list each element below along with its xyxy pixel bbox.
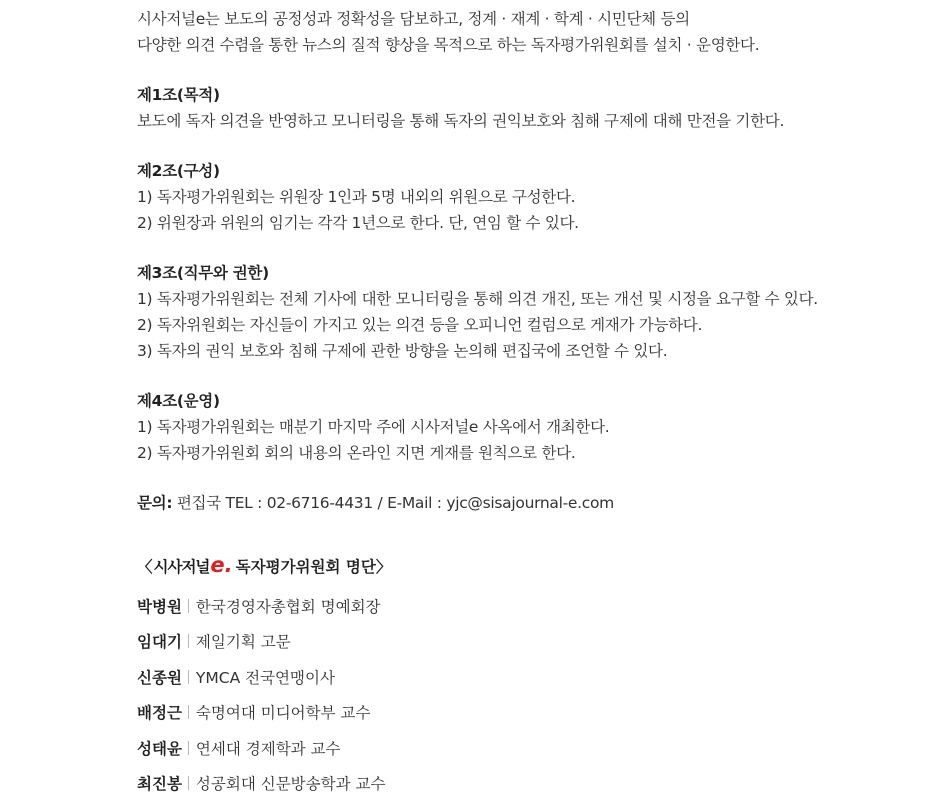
article-line: 1) 독자평가위원회는 위원장 1인과 5명 내외의 위원으로 구성한다. [137, 188, 576, 206]
divider [188, 670, 189, 684]
member-row [137, 588, 927, 624]
member-role: 성공회대 신문방송학과 교수 [195, 775, 386, 794]
member-row [137, 730, 927, 766]
article-line: 2) 독자평가위원회 회의 내용의 온라인 지면 게재를 원칙으로 한다. [137, 444, 576, 462]
member-name: 임대기 [137, 633, 182, 652]
contact-text: 편집국 TEL : 02-6716-4431 / E-Mail : yjc@sisajournal-e.com [172, 494, 614, 512]
member-row [137, 624, 927, 660]
article-3 [137, 260, 927, 364]
divider [188, 705, 189, 719]
article-line: 3) 독자의 권익 보호와 침해 구제에 관한 방향을 논의해 편집국에 조언할 수 있다. [137, 342, 668, 360]
article-line: 1) 독자평가위원회는 매분기 마지막 주에 시사저널e 사옥에서 개최한다. [137, 418, 610, 436]
member-name: 성태윤 [137, 739, 182, 758]
intro-line: 다양한 의견 수렴을 통한 뉴스의 질적 향상을 목적으로 하는 독자평가위원회를 설치 · 운영한다. [137, 36, 760, 54]
article-title: 제3조(직무와 권한) [137, 264, 269, 282]
member-name: 최진봉 [137, 775, 182, 794]
member-name: 박병원 [137, 597, 182, 616]
article-title: 제4조(운영) [137, 392, 220, 410]
article-4 [137, 388, 927, 466]
member-name: 배정근 [137, 704, 182, 723]
committee-title: 독자평가위원회 명단 [235, 558, 376, 576]
intro-paragraph [137, 6, 927, 58]
member-row [137, 766, 927, 802]
member-name: 신종원 [137, 668, 182, 687]
member-role: 제일기획 고문 [195, 633, 291, 652]
contact-line [137, 490, 927, 516]
member-role: 숙명여대 미디어학부 교수 [195, 704, 371, 723]
article-line: 2) 독자위원회는 자신들이 가지고 있는 의견 등을 오피니언 컬럼으로 게재가 가능하다. [137, 316, 703, 334]
sisajournal-e-logo [154, 554, 233, 580]
article-1 [137, 82, 927, 134]
divider [188, 599, 189, 613]
article-line: 1) 독자평가위원회는 전체 기사에 대한 모니터링을 통해 의견 개진, 또는 개선 및 시정을 요구할 수 있다. [137, 290, 818, 308]
article-title: 제1조(목적) [137, 86, 220, 104]
logo-e-mark: e. [210, 553, 233, 577]
member-list [137, 588, 927, 801]
article-title: 제2조(구성) [137, 162, 220, 180]
document-body [137, 6, 927, 801]
committee-heading [137, 554, 927, 580]
article-2 [137, 158, 927, 236]
open-bracket: 〈 [137, 558, 153, 576]
article-line: 보도에 독자 의견을 반영하고 모니터링을 통해 독자의 권익보호와 침해 구제에 대해 만전을 기한다. [137, 112, 785, 130]
intro-line: 시사저널e는 보도의 공정성과 정확성을 담보하고, 정계 · 재계 · 학계 · 시민단체 등의 [137, 10, 690, 28]
member-role: 연세대 경제학과 교수 [195, 739, 341, 758]
divider [188, 741, 189, 755]
member-row [137, 695, 927, 731]
divider [188, 776, 189, 790]
contact-label: 문의: [137, 494, 173, 512]
logo-text: 시사저널 [153, 558, 210, 576]
member-role: YMCA 전국연맹이사 [195, 668, 335, 687]
close-bracket: 〉 [375, 558, 392, 576]
divider [188, 634, 189, 648]
member-row [137, 659, 927, 695]
article-line: 2) 위원장과 위원의 임기는 각각 1년으로 한다. 단, 연임 할 수 있다. [137, 214, 579, 232]
member-role: 한국경영자총협회 명예회장 [195, 597, 381, 616]
